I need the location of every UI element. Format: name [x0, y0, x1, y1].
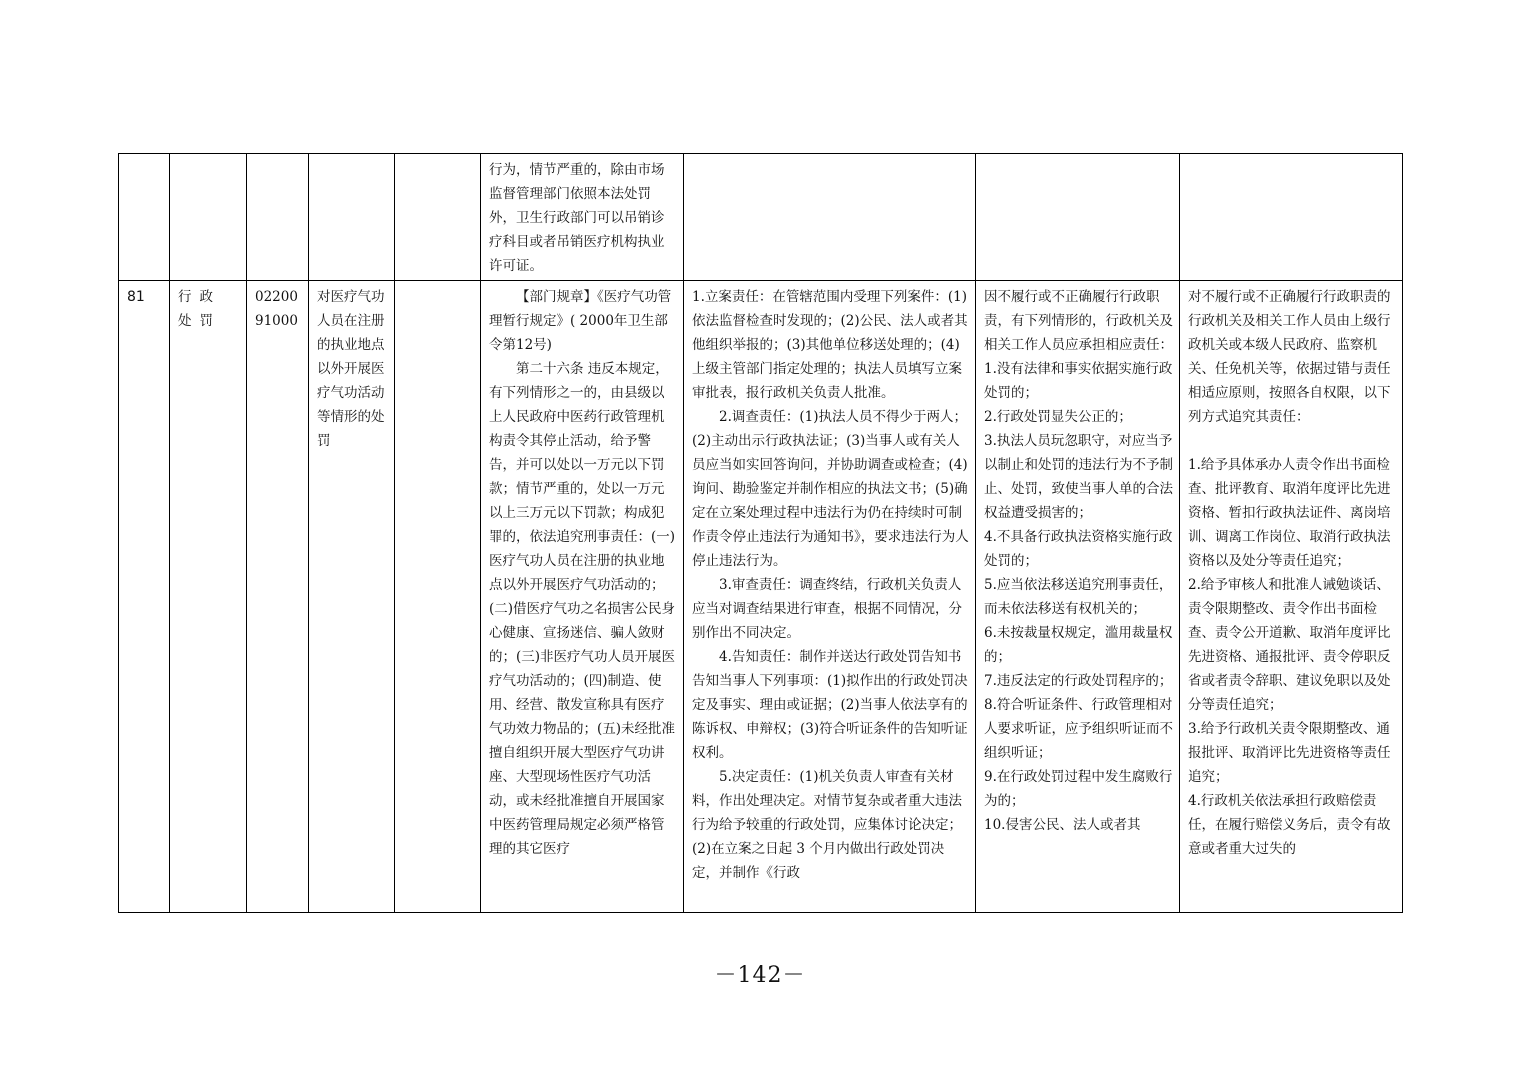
basis-continued-text: 行为，情节严重的，除由市场监督管理部门依照本法处罚外，卫生行政部门可以吊销诊疗科目或者吊销医疗机构执业许可证。 — [489, 162, 665, 274]
cell-code — [247, 281, 309, 913]
cell-accountability — [976, 281, 1180, 913]
cell-basis-continued — [481, 154, 684, 281]
cell-empty — [309, 154, 395, 281]
responsibility-item: 4.告知责任：制作并送达行政处罚告知书告知当事人下列事项：(1)拟作出的行政处罚决定及事实、理由或证据；(2)当事人依法享有的陈诉权、申辩权；(3)符合听证条件的告知听证权利。 — [692, 649, 968, 761]
cell-empty — [119, 154, 170, 281]
seq-number: 81 — [127, 289, 145, 305]
cell-basis — [481, 281, 684, 913]
cell-sub-item — [395, 281, 481, 913]
responsibility-item: 1.立案责任：在管辖范围内受理下列案件：(1)依法监督检查时发现的；(2)公民、法人或者其他组织举报的；(3)其他单位移送处理的；(4)上级主管部门指定处理的；执法人员填写立案审批表，报行政机关负责人批准。 — [692, 289, 968, 401]
power-list-table — [118, 153, 1403, 913]
cell-pursuit — [1180, 281, 1403, 913]
cell-responsibility — [684, 281, 976, 913]
responsibility-item: 2.调查责任：(1)执法人员不得少于两人；(2)主动出示行政执法证；(3)当事人或有关人员应当如实回答询问，并协助调查或检查；(4)询问、勘验鉴定并制作相应的执法文书；(5)确定在立案处理过程中违法行为仍在持续时可制作责令停止违法行为通知书》，要求违法行为人停止违法行为。 — [692, 409, 969, 569]
cell-empty — [684, 154, 976, 281]
table-row-continued — [119, 154, 1403, 281]
cell-empty — [976, 154, 1180, 281]
cell-empty — [395, 154, 481, 281]
basis-title: 【部门规章】《医疗气功管理暂行规定》( 2000年卫生部令第12号) — [489, 289, 672, 353]
responsibility-item: 3.审查责任：调查终结，行政机关负责人应当对调查结果进行审查，根据不同情况，分别作出不同决定。 — [692, 577, 962, 641]
accountability-text: 因不履行或不正确履行行政职责，有下列情形的，行政机关及相关工作人员应承担相应责任： 1.没有法律和事实依据实施行政处罚的； 2.行政处罚显失公正的； 3.执法人员玩忽职守，对应当予以制止和处罚的违法行为不予制止、处罚，致使当事人单的合法权益遭受损害的； 4.不具备行政执法资格实施行政处罚的； 5.应当依法移送追究刑事责任，而未依法移送有权机关的； 6.未按裁量权规定，滥用裁量权的； 7.违反法定的行政处罚程序的； 8.符合听证条件、行政管理相对人要求听证，应予组织听证而不组织听证； 9.在行政处罚过程中发生腐败行为的； 10.侵害公民、法人或者其 — [984, 289, 1173, 833]
pursuit-text: 对不履行或不正确履行行政职责的行政机关及相关工作人员由上级行政机关或本级人民政府、监察机关、任免机关等，依据过错与责任相适应原则，按照各自权限，以下列方式追究其责任： 1.给予具体承办人责令作出书面检查、批评教育、取消年度评比先进资格、暂扣行政执法证件、离岗培训、调离工作岗位、取消行政执法资格以及处分等责任追究； 2.给予审核人和批准人诫勉谈话、责令限期整改、责令作出书面检查、责令公开道歉、取消年度评比先进资格、通报批评、责令停职反省或者责令辞职、建议免职以及处分等责任追究； 3.给予行政机关责令限期整改、通报批评、取消评比先进资格等责任追究； 4.行政机关依法承担行政赔偿责任，在履行赔偿义务后，责令有故意或者重大过失的 — [1188, 289, 1391, 857]
cell-category — [170, 281, 247, 913]
category-text: 行政处罚 — [178, 289, 221, 329]
page-number: －142－ — [714, 963, 806, 988]
cell-seq — [119, 281, 170, 913]
cell-item-name — [309, 281, 395, 913]
cell-empty — [247, 154, 309, 281]
item-name-text: 对医疗气功人员在注册的执业地点以外开展医疗气功活动等情形的处罚 — [317, 289, 385, 449]
responsibility-item: 5.决定责任：(1)机关负责人审查有关材料，作出处理决定。对情节复杂或者重大违法行为给予较重的行政处罚，应集体讨论决定；(2)在立案之日起 3 个月内做出行政处罚决定，并制作《行政 — [692, 769, 962, 881]
code-text: 0220091000 — [255, 289, 298, 329]
cell-empty — [1180, 154, 1403, 281]
cell-empty — [170, 154, 247, 281]
table-row-81 — [119, 281, 1403, 913]
basis-article: 第二十六条 违反本规定，有下列情形之一的，由县级以上人民政府中医药行政管理机构责令其停止活动，给予警告，并可以处以一万元以下罚款；情节严重的，处以一万元以上三万元以下罚款；构成犯罪的，依法追究刑事责任：(一)医疗气功人员在注册的执业地点以外开展医疗气功活动的；(二)借医疗气功之名损害公民身心健康、宣扬迷信、骗人敛财的；(三)非医疗气功人员开展医疗气功活动的；(四)制造、使用、经营、散发宣称具有医疗气功效力物品的；(五)未经批准擅自组织开展大型医疗气功讲座、大型现场性医疗气功活动，或未经批准擅自开展国家中医药管理局规定必须严格管理的其它医疗 — [489, 361, 676, 857]
